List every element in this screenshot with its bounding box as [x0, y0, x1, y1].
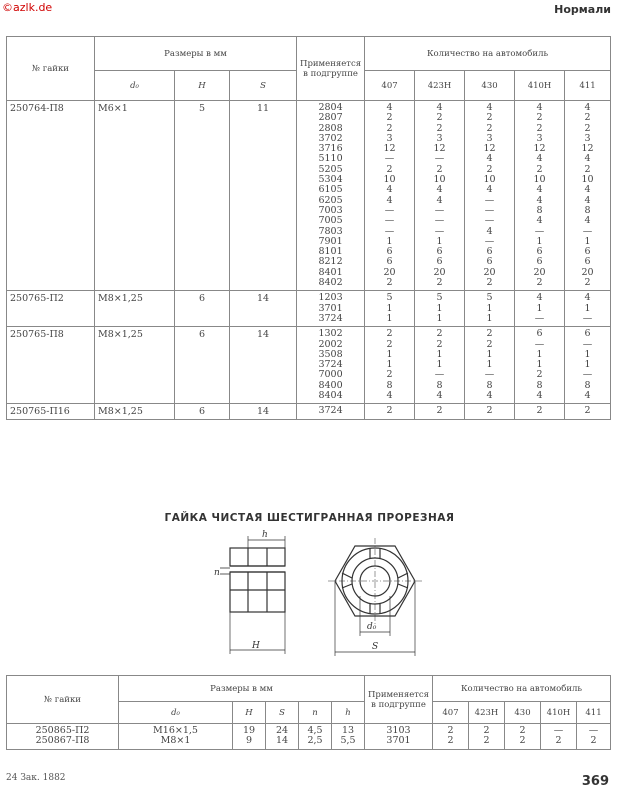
qty-q423 — [415, 101, 465, 291]
qty-q423-value: 1 — [436, 348, 443, 360]
qty-q411 — [577, 724, 611, 750]
qty-q407 — [365, 404, 415, 420]
qty-q430-value: 6 — [486, 246, 493, 258]
subgroups-value: 7005 — [318, 215, 343, 227]
qty-q407-value: — — [384, 204, 395, 216]
qty-q410-value: 1 — [536, 302, 543, 314]
qty-q411-value: 6 — [584, 246, 591, 258]
qty-q423-value: 20 — [433, 266, 446, 278]
qty-q430-value: 6 — [486, 256, 493, 268]
qty-q410-value: 6 — [536, 256, 543, 268]
qty-q407-value: 20 — [383, 266, 396, 278]
qty-q407-value: 2 — [447, 725, 454, 736]
subgroups — [297, 101, 365, 291]
height-H: 6 — [175, 291, 230, 327]
subgroups-value: 7000 — [318, 369, 343, 381]
qty-q411-value: — — [582, 312, 593, 324]
dim-h — [332, 724, 365, 750]
qty-q410-value: — — [534, 338, 545, 350]
qty-q430 — [505, 724, 541, 750]
qty-q430-value: 8 — [486, 379, 493, 391]
qty-q423-value: — — [434, 369, 445, 381]
qty-q430-value: — — [484, 369, 495, 381]
nut-number: 250764-П8 — [7, 101, 95, 291]
qty-q411-value: 2 — [584, 122, 591, 134]
subgroups-value: 3701 — [386, 735, 411, 747]
qty-q411-value: 1 — [584, 302, 591, 314]
qty-q411-value: 4 — [584, 153, 591, 165]
header-H: H — [175, 71, 230, 101]
qty-q407-value: 2 — [447, 735, 454, 747]
size-S: 11 — [230, 101, 297, 291]
dim-n-value: 4,5 — [307, 725, 323, 736]
qty-q407-value: 2 — [386, 277, 393, 289]
section-title: Нормали — [554, 3, 611, 16]
qty-q411-value: — — [582, 369, 593, 381]
qty-q411-value: — — [588, 725, 599, 736]
dim-d0 — [119, 724, 233, 750]
qty-q407-value: — — [384, 215, 395, 227]
subgroups-value: 1203 — [318, 292, 343, 304]
qty-q407-value: 10 — [383, 174, 396, 186]
table-row — [7, 291, 611, 327]
subgroups-value: 7803 — [318, 225, 343, 237]
qty-q407 — [365, 327, 415, 404]
qty-q430-value: 4 — [486, 102, 493, 113]
dim-d0-value: М8×1 — [160, 735, 191, 747]
size-S: 14 — [230, 291, 297, 327]
subgroups-value: 8401 — [318, 266, 343, 278]
qty-q411-value: 1 — [584, 348, 591, 360]
qty-q430-value: 2 — [486, 122, 493, 134]
t2-header-n: n — [299, 702, 332, 724]
subgroups-value: 8212 — [318, 256, 343, 268]
qty-q423-value: 12 — [433, 143, 446, 155]
qty-q410-value: — — [534, 225, 545, 237]
qty-q407-value: 4 — [386, 194, 393, 206]
qty-q430-value: 2 — [486, 112, 493, 124]
subgroups-value: 3103 — [386, 725, 411, 736]
subgroups-value: 8404 — [318, 390, 343, 402]
figure-title: ГАЙКА ЧИСТАЯ ШЕСТИГРАННАЯ ПРОРЕЗНАЯ — [164, 512, 455, 524]
qty-q430-value: 3 — [486, 132, 493, 144]
qty-q430-value: 4 — [486, 153, 493, 165]
qty-q423-value: 1 — [436, 235, 443, 247]
qty-q430-value: 2 — [486, 277, 493, 289]
qty-q411 — [565, 404, 611, 420]
qty-q410-value: 2 — [536, 277, 543, 289]
qty-q423 — [469, 724, 505, 750]
qty-q407-value: 2 — [386, 122, 393, 134]
qty-q411-value: 4 — [584, 390, 591, 402]
qty-q407-value: 1 — [386, 359, 393, 371]
qty-q423-value: 1 — [436, 302, 443, 314]
nut-number-value: 250867-П8 — [35, 735, 90, 747]
qty-q411-value: 2 — [584, 277, 591, 289]
qty-q410-value: 2 — [555, 735, 562, 747]
dim-H-value: 9 — [245, 735, 253, 747]
qty-q407-value: 5 — [386, 292, 393, 304]
subgroups-value: 5110 — [318, 153, 343, 165]
header-model-430: 430 — [465, 71, 515, 101]
qty-q411-value: 2 — [584, 163, 591, 175]
qty-q407-value: 3 — [386, 132, 393, 144]
size-S: 14 — [230, 404, 297, 420]
header-S: S — [230, 71, 297, 101]
qty-q411-value: 1 — [584, 359, 591, 371]
dim-n — [299, 724, 332, 750]
subgroups — [297, 291, 365, 327]
qty-q410-value: 2 — [536, 163, 543, 175]
t2-header-d0: d₀ — [119, 702, 233, 724]
qty-q410-value: 1 — [536, 235, 543, 247]
table-row — [7, 724, 611, 750]
subgroups-value: 7901 — [318, 235, 343, 247]
t2-header-nut-no: № гайки — [7, 676, 119, 724]
t2-header-model-430: 430 — [505, 702, 541, 724]
qty-q411-value: 4 — [584, 184, 591, 196]
nut-number-value: 250865-П2 — [35, 725, 90, 736]
qty-q423-value: 2 — [483, 735, 490, 747]
qty-q407-value: 12 — [383, 143, 396, 155]
subgroups-value: 7003 — [318, 204, 343, 216]
qty-q423-value: 2 — [436, 112, 443, 124]
qty-q410-value: 8 — [536, 379, 543, 391]
qty-q423-value: 1 — [436, 359, 443, 371]
subgroups-value: 3716 — [318, 143, 343, 155]
qty-q407-value: 2 — [386, 369, 393, 381]
subgroups-value: 3724 — [318, 359, 343, 371]
qty-q410-value: 2 — [536, 369, 543, 381]
qty-q410-value: 20 — [533, 266, 546, 278]
height-H: 6 — [175, 404, 230, 420]
qty-q407-value: — — [384, 153, 395, 165]
qty-q423-value: 1 — [436, 312, 443, 324]
qty-q430-value: 20 — [483, 266, 496, 278]
nut-crown-top — [230, 548, 285, 566]
qty-q407 — [365, 291, 415, 327]
qty-q430-value: 1 — [486, 348, 493, 360]
subgroups — [365, 724, 433, 750]
qty-q423-value: 2 — [483, 725, 490, 736]
dim-S-value: 24 — [275, 725, 289, 736]
qty-q423-value: — — [434, 225, 445, 237]
subgroups-value: 2808 — [318, 122, 343, 134]
header-dimensions: Размеры в мм — [95, 37, 297, 71]
thread-d0: М8×1,25 — [95, 291, 175, 327]
qty-q423-value: 8 — [436, 379, 443, 391]
dim-h-value: 13 — [341, 725, 355, 736]
subgroups-value: 6105 — [318, 184, 343, 196]
t2-header-model-411: 411 — [577, 702, 611, 724]
qty-q411-value: 2 — [590, 735, 597, 747]
qty-q410-value: 2 — [536, 405, 543, 417]
qty-q430-value: 4 — [486, 225, 493, 237]
qty-q430 — [465, 404, 515, 420]
nut-number: 250765-П16 — [7, 404, 95, 420]
qty-q411-value: 8 — [584, 204, 591, 216]
subgroups-value: 5205 — [318, 163, 343, 175]
qty-q430-value: 1 — [486, 312, 493, 324]
qty-q430 — [465, 327, 515, 404]
subgroups — [297, 327, 365, 404]
qty-q411-value: 2 — [584, 405, 591, 417]
qty-q407-value: 1 — [386, 312, 393, 324]
qty-q410-value: 3 — [536, 132, 543, 144]
qty-q423-value: 10 — [433, 174, 446, 186]
qty-q423 — [415, 291, 465, 327]
qty-q430-value: — — [484, 194, 495, 206]
qty-q407-value: 2 — [386, 328, 393, 340]
qty-q410-value: 4 — [536, 215, 543, 227]
subgroups-value: 3702 — [318, 132, 343, 144]
qty-q407-value: — — [384, 225, 395, 237]
qty-q411-value: 20 — [581, 266, 594, 278]
t2-header-applied: Применяется в подгруппе — [365, 676, 433, 724]
nut-number: 250765-П2 — [7, 291, 95, 327]
qty-q411-value: 4 — [584, 102, 591, 113]
qty-q411-value: 2 — [584, 112, 591, 124]
label-d0: d₀ — [367, 622, 377, 632]
qty-q430-value: 2 — [519, 735, 526, 747]
thread-d0: М8×1,25 — [95, 404, 175, 420]
nut-number: 250765-П8 — [7, 327, 95, 404]
height-H: 5 — [175, 101, 230, 291]
dim-H — [233, 724, 266, 750]
qty-q430 — [465, 291, 515, 327]
nut-drawing — [200, 528, 440, 668]
qty-q410-value: 12 — [533, 143, 546, 155]
qty-q407-value: 2 — [386, 405, 393, 417]
qty-q407-value: 1 — [386, 302, 393, 314]
subgroups-value: 3724 — [318, 405, 343, 417]
qty-q411-value: 12 — [581, 143, 594, 155]
qty-q407-value: 6 — [386, 246, 393, 258]
table-row — [7, 101, 611, 291]
qty-q410-value: 4 — [536, 153, 543, 165]
dim-n-value: 2,5 — [307, 735, 323, 747]
t2-header-h: h — [332, 702, 365, 724]
qty-q410-value: 1 — [536, 359, 543, 371]
qty-q407-value: 6 — [386, 256, 393, 268]
qty-q423-value: 2 — [436, 163, 443, 175]
header-applied: Применяется в подгруппе — [297, 37, 365, 101]
qty-q430-value: 10 — [483, 174, 496, 186]
qty-q411 — [565, 101, 611, 291]
table-row — [7, 327, 611, 404]
qty-q430-value: 2 — [486, 338, 493, 350]
qty-q423-value: 4 — [436, 102, 443, 113]
qty-q410-value: 4 — [536, 194, 543, 206]
qty-q410-value: 8 — [536, 204, 543, 216]
header-model-411: 411 — [565, 71, 611, 101]
qty-q423-value: 3 — [436, 132, 443, 144]
qty-q411-value: 3 — [584, 132, 591, 144]
qty-q411-value: 4 — [584, 215, 591, 227]
footer-order-number: 24 Зак. 1882 — [6, 773, 66, 783]
qty-q411-value: 1 — [584, 235, 591, 247]
dim-H-value: 19 — [242, 725, 256, 736]
qty-q407-value: 2 — [386, 112, 393, 124]
label-S: S — [372, 642, 379, 652]
qty-q423-value: 2 — [436, 338, 443, 350]
nut-body — [230, 572, 285, 612]
qty-q411-value: 4 — [584, 292, 591, 304]
t2-header-dimensions: Размеры в мм — [119, 676, 365, 702]
t2-header-S: S — [266, 702, 299, 724]
qty-q410-value: 2 — [536, 122, 543, 134]
qty-q410 — [541, 724, 577, 750]
dim-d0-value: М16×1,5 — [153, 725, 198, 736]
qty-q410-value: 2 — [536, 112, 543, 124]
qty-q430-value: 4 — [486, 184, 493, 196]
qty-q430-value: 2 — [486, 163, 493, 175]
qty-q410-value: 4 — [536, 184, 543, 196]
subgroups-value: 8402 — [318, 277, 343, 289]
header-d0: d₀ — [95, 71, 175, 101]
qty-q423-value: — — [434, 204, 445, 216]
subgroups-value: 6205 — [318, 194, 343, 206]
subgroups-value: 2804 — [318, 102, 343, 113]
table-row — [7, 404, 611, 420]
watermark: ©azlk.de — [2, 1, 53, 14]
qty-q411-value: — — [582, 225, 593, 237]
qty-q430-value: 1 — [486, 359, 493, 371]
qty-q423 — [415, 404, 465, 420]
qty-q423-value: — — [434, 215, 445, 227]
nuts-table-2 — [6, 675, 611, 750]
thread-d0: М6×1 — [95, 101, 175, 291]
dim-S — [266, 724, 299, 750]
nuts-table-1 — [6, 36, 611, 420]
qty-q411-value: 10 — [581, 174, 594, 186]
qty-q430-value: 5 — [486, 292, 493, 304]
subgroups-value: 3724 — [318, 312, 343, 324]
qty-q410 — [515, 101, 565, 291]
qty-q423-value: 2 — [436, 328, 443, 340]
qty-q430-value: — — [484, 215, 495, 227]
qty-q411-value: 4 — [584, 194, 591, 206]
subgroups-value: 1302 — [318, 328, 343, 340]
qty-q430-value: — — [484, 204, 495, 216]
qty-q423-value: — — [434, 153, 445, 165]
subgroups-value: 5304 — [318, 174, 343, 186]
qty-q430-value: 12 — [483, 143, 496, 155]
qty-q411-value: 8 — [584, 379, 591, 391]
qty-q407-value: 1 — [386, 235, 393, 247]
qty-q407-value: 4 — [386, 390, 393, 402]
label-H: H — [252, 641, 260, 651]
qty-q430-value: — — [484, 235, 495, 247]
subgroups-value: 3701 — [318, 302, 343, 314]
header-model-407: 407 — [365, 71, 415, 101]
qty-q411-value: — — [582, 338, 593, 350]
height-H: 6 — [175, 327, 230, 404]
qty-q410 — [515, 327, 565, 404]
qty-q407-value: 2 — [386, 338, 393, 350]
dim-h-value: 5,5 — [340, 735, 356, 747]
qty-q407 — [433, 724, 469, 750]
qty-q411 — [565, 291, 611, 327]
qty-q407-value: 4 — [386, 184, 393, 196]
t2-header-model-423n: 423Н — [469, 702, 505, 724]
qty-q411-value: 6 — [584, 328, 591, 340]
qty-q430 — [465, 101, 515, 291]
qty-q423-value: 6 — [436, 246, 443, 258]
qty-q407-value: 1 — [386, 348, 393, 360]
header-model-410n: 410Н — [515, 71, 565, 101]
subgroups — [297, 404, 365, 420]
qty-q407-value: 2 — [386, 163, 393, 175]
qty-q423-value: 6 — [436, 256, 443, 268]
qty-q430-value: 2 — [486, 328, 493, 340]
qty-q410-value: — — [553, 725, 564, 736]
qty-q410 — [515, 404, 565, 420]
label-h: h — [262, 530, 268, 540]
qty-q410-value: 4 — [536, 102, 543, 113]
qty-q407-value: 4 — [386, 102, 393, 113]
qty-q423-value: 2 — [436, 405, 443, 417]
qty-q430-value: 2 — [486, 405, 493, 417]
subgroups-value: 3508 — [318, 348, 343, 360]
qty-q423-value: 2 — [436, 122, 443, 134]
t2-header-model-410n: 410Н — [541, 702, 577, 724]
subgroups-value: 2002 — [318, 338, 343, 350]
qty-q410-value: 4 — [536, 292, 543, 304]
qty-q410-value: — — [534, 312, 545, 324]
qty-q423 — [415, 327, 465, 404]
thread-d0: М8×1,25 — [95, 327, 175, 404]
qty-q410-value: 1 — [536, 348, 543, 360]
dim-S-value: 14 — [275, 735, 289, 747]
qty-q411-value: 6 — [584, 256, 591, 268]
subgroups-value: 8400 — [318, 379, 343, 391]
qty-q423-value: 4 — [436, 194, 443, 206]
qty-q411 — [565, 327, 611, 404]
t2-header-H: H — [233, 702, 266, 724]
qty-q430-value: 4 — [486, 390, 493, 402]
qty-q410-value: 10 — [533, 174, 546, 186]
qty-q423-value: 5 — [436, 292, 443, 304]
qty-q410 — [515, 291, 565, 327]
qty-q423-value: 2 — [436, 277, 443, 289]
size-S: 14 — [230, 327, 297, 404]
label-n: n — [214, 568, 220, 578]
qty-q410-value: 6 — [536, 246, 543, 258]
header-nut-no: № гайки — [7, 37, 95, 101]
qty-q410-value: 6 — [536, 328, 543, 340]
subgroups-value: 2807 — [318, 112, 343, 124]
qty-q430-value: 1 — [486, 302, 493, 314]
qty-q410-value: 4 — [536, 390, 543, 402]
nut-number — [7, 724, 119, 750]
t2-header-quantity: Количество на автомобиль — [433, 676, 611, 702]
qty-q407-value: 8 — [386, 379, 393, 391]
t2-header-model-407: 407 — [433, 702, 469, 724]
qty-q430-value: 2 — [519, 725, 526, 736]
qty-q423-value: 4 — [436, 390, 443, 402]
qty-q407 — [365, 101, 415, 291]
header-model-423n: 423Н — [415, 71, 465, 101]
subgroups-value: 8101 — [318, 246, 343, 258]
qty-q423-value: 4 — [436, 184, 443, 196]
header-quantity: Количество на автомобиль — [365, 37, 611, 71]
page-number: 369 — [581, 774, 609, 789]
